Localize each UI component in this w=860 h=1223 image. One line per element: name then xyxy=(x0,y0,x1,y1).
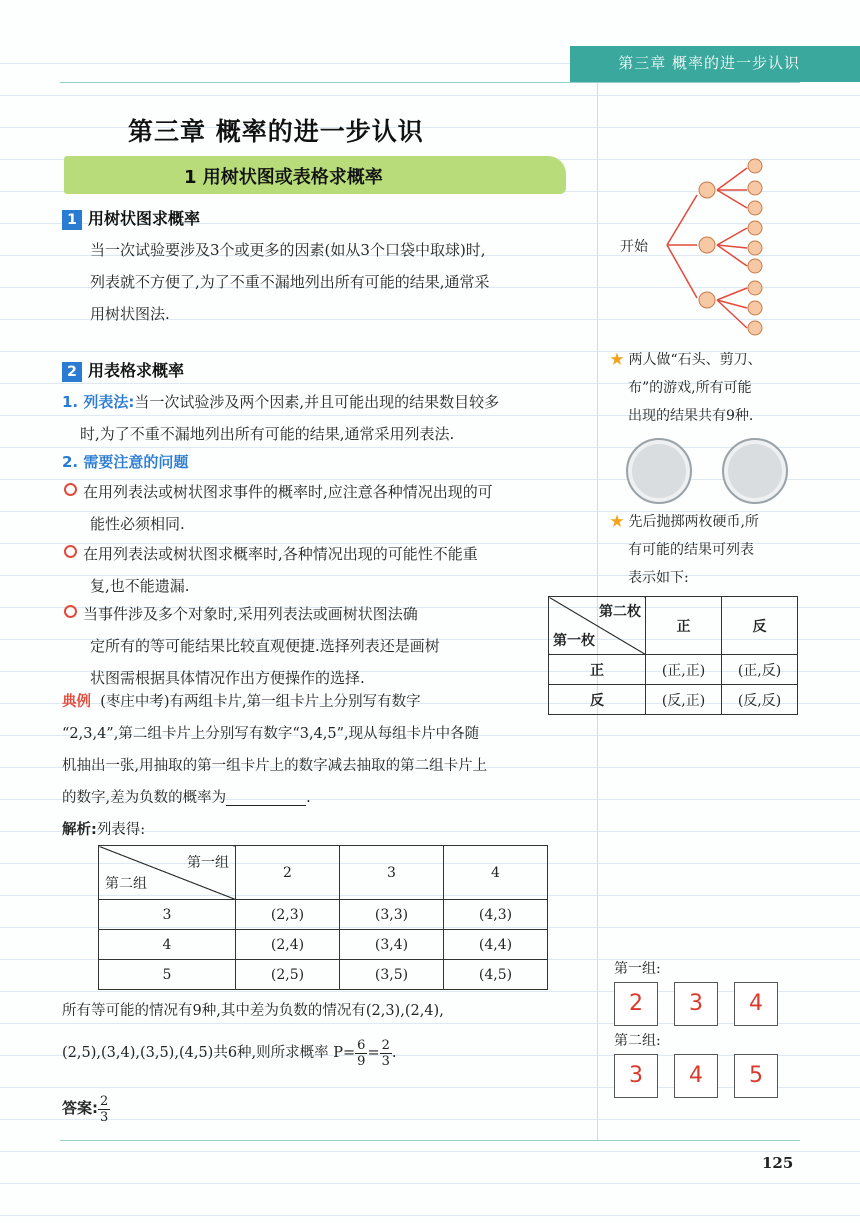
table-cell: (2,4) xyxy=(236,930,340,960)
corner-top-label: 第二枚 xyxy=(599,604,641,620)
example-label: 典例 xyxy=(62,694,91,710)
analysis-text: 列表得: xyxy=(96,822,146,838)
example-line: “2,3,4”,第二组卡片上分别写有数字“3,4,5”,现从每组卡片中各随 xyxy=(62,726,480,742)
part2-heading-text: 用表格求概率 xyxy=(88,361,185,380)
conclusion-line: 所有等可能的情况有9种,其中差为负数的情况有(2,3),(2,4), xyxy=(62,1003,444,1019)
table-col-header: 3 xyxy=(340,846,444,900)
corner-top-label: 第一组 xyxy=(187,855,229,871)
example-line-end: . xyxy=(306,790,311,806)
chapter-tab-label: 第三章 概率的进一步认识 xyxy=(618,54,800,72)
part1-line: 用树状图法. xyxy=(90,305,170,323)
part1-heading-text: 用树状图求概率 xyxy=(88,209,201,228)
frac-num: 6 xyxy=(357,1037,366,1053)
part1-heading xyxy=(62,206,200,230)
table-cell: (反,正) xyxy=(646,685,722,715)
header-rule xyxy=(60,82,800,83)
card: 2 xyxy=(614,982,658,1026)
group2-label: 第二组: xyxy=(614,1033,661,1049)
table-cell: (4,3) xyxy=(444,900,548,930)
table-cell: (3,3) xyxy=(340,900,444,930)
part2-item2-label xyxy=(62,446,188,478)
bullet-line: 状图需根据具体情况作出方便操作的选择. xyxy=(90,669,365,687)
corner-bottom-label: 第一枚 xyxy=(553,633,595,649)
note-line: 两人做“石头、剪刀、 xyxy=(628,352,762,368)
part2-heading xyxy=(62,358,184,382)
card: 5 xyxy=(734,1054,778,1098)
bullet-item xyxy=(64,538,478,602)
star-icon: ★ xyxy=(610,352,624,368)
example-table xyxy=(98,845,548,990)
table-corner-cell xyxy=(99,846,236,900)
table-cell: (2,5) xyxy=(236,960,340,990)
table-col-header: 2 xyxy=(236,846,340,900)
footer-rule xyxy=(60,1140,800,1141)
bullet-line: 在用列表法或树状图求概率时,各种情况出现的可能性不能重 xyxy=(83,545,478,563)
frac-den: 3 xyxy=(100,1109,109,1125)
table-header-row xyxy=(99,846,548,900)
sidebar-note xyxy=(610,346,762,430)
table-cell: (正,反) xyxy=(722,655,798,685)
chapter-title: 第三章 概率的进一步认识 xyxy=(128,117,424,146)
table-row xyxy=(99,900,548,930)
item2-label: 2. 需要注意的问题 xyxy=(62,453,189,471)
table-cell: (4,5) xyxy=(444,960,548,990)
table-row-header: 反 xyxy=(549,685,646,715)
page-number: 125 xyxy=(762,1154,794,1172)
note-line: 表示如下: xyxy=(628,570,689,586)
item1-line: 时,为了不重不漏地列出所有可能的结果,通常采用列表法. xyxy=(80,425,455,443)
coin-tails-icon xyxy=(722,438,788,504)
answer-fraction xyxy=(98,1094,110,1125)
part1-line: 当一次试验要涉及3个或更多的因素(如从3个口袋中取球)时, xyxy=(90,241,486,259)
table-row xyxy=(549,655,798,685)
note-line: 出现的结果共有9种. xyxy=(628,408,754,424)
note-line: 布”的游戏,所有可能 xyxy=(628,380,752,396)
table-col-header: 反 xyxy=(722,597,798,655)
answer-block xyxy=(62,1092,110,1125)
part2-item1 xyxy=(62,386,499,450)
frac-den: 9 xyxy=(357,1053,366,1069)
part1-line: 列表就不方便了,为了不重不漏地列出所有可能的结果,通常采 xyxy=(90,273,490,291)
coin-table xyxy=(548,596,798,715)
item1-label: 1. 列表法: xyxy=(62,393,135,411)
table-row xyxy=(99,930,548,960)
table-cell: (反,反) xyxy=(722,685,798,715)
section-title: 1 用树状图或表格求概率 xyxy=(184,167,383,188)
bullet-line: 能性必须相同. xyxy=(90,515,185,533)
bullet-item xyxy=(64,476,493,540)
table-row-header: 正 xyxy=(549,655,646,685)
bullet-line: 在用列表法或树状图求事件的概率时,应注意各种情况出现的可 xyxy=(83,483,493,501)
table-header-row xyxy=(549,597,798,655)
bullet-line: 定所有的等可能结果比较直观便捷.选择列表还是画树 xyxy=(90,637,440,655)
card: 4 xyxy=(674,1054,718,1098)
fraction-two-thirds xyxy=(380,1038,392,1069)
answer-blank xyxy=(226,787,306,806)
table-cell: (3,5) xyxy=(340,960,444,990)
group1-label: 第一组: xyxy=(614,961,661,977)
tree-start-label: 开始 xyxy=(620,239,648,255)
analysis-label: 解析: xyxy=(62,822,97,838)
table-cell: (4,4) xyxy=(444,930,548,960)
example-line: 的数字,差为负数的概率为 xyxy=(62,790,227,806)
card: 4 xyxy=(734,982,778,1026)
bullet-dot-icon xyxy=(64,605,77,618)
table-cell: (2,3) xyxy=(236,900,340,930)
example-block xyxy=(62,686,487,846)
table-row xyxy=(549,685,798,715)
frac-den: 3 xyxy=(381,1053,390,1069)
part1-number: 1 xyxy=(62,210,82,230)
item1-line: 当一次试验涉及两个因素,并且可能出现的结果数目较多 xyxy=(134,393,500,411)
bullet-line: 当事件涉及多个对象时,采用列表法或画树状图法确 xyxy=(83,605,418,623)
part2-number: 2 xyxy=(62,362,82,382)
table-corner-cell xyxy=(549,597,646,655)
corner-bottom-label: 第二组 xyxy=(105,876,147,892)
fraction-six-ninths xyxy=(355,1038,367,1069)
star-icon: ★ xyxy=(610,514,624,530)
table-row-header: 4 xyxy=(99,930,236,960)
coin-heads-icon xyxy=(626,438,692,504)
table-cell: (3,4) xyxy=(340,930,444,960)
table-col-header: 4 xyxy=(444,846,548,900)
note-line: 有可能的结果可列表 xyxy=(628,542,754,558)
bullet-dot-icon xyxy=(64,545,77,558)
conclusion-line: (2,5),(3,4),(3,5),(4,5)共6种,则所求概率 P= xyxy=(62,1045,356,1061)
bullet-dot-icon xyxy=(64,483,77,496)
part1-paragraph xyxy=(90,234,490,330)
conclusion-block: 所有等可能的情况有9种,其中差为负数的情况有(2,3),(2,4), (2,5),(3,4),(3,5),(4,5)共6种,则所求概率 P= $\frac{6}{9}$ = $\frac{2}{3}$ . xyxy=(62,994,444,1070)
example-line: (枣庄中考)有两组卡片,第一组卡片上分别写有数字 xyxy=(100,694,421,710)
bullet-item xyxy=(64,598,440,694)
section-banner xyxy=(64,156,566,194)
frac-num: 2 xyxy=(100,1093,109,1109)
table-row-header: 5 xyxy=(99,960,236,990)
frac-num: 2 xyxy=(381,1037,390,1053)
table-col-header: 正 xyxy=(646,597,722,655)
example-line: 机抽出一张,用抽取的第一组卡片上的数字减去抽取的第二组卡片上 xyxy=(62,758,488,774)
table-row-header: 3 xyxy=(99,900,236,930)
card: 3 xyxy=(614,1054,658,1098)
answer-label: 答案: xyxy=(62,1099,98,1117)
sidebar-note xyxy=(610,508,759,592)
card: 3 xyxy=(674,982,718,1026)
table-cell: (正,正) xyxy=(646,655,722,685)
bullet-line: 复,也不能遗漏. xyxy=(90,577,190,595)
table-row xyxy=(99,960,548,990)
note-line: 先后抛掷两枚硬币,所 xyxy=(628,514,759,530)
